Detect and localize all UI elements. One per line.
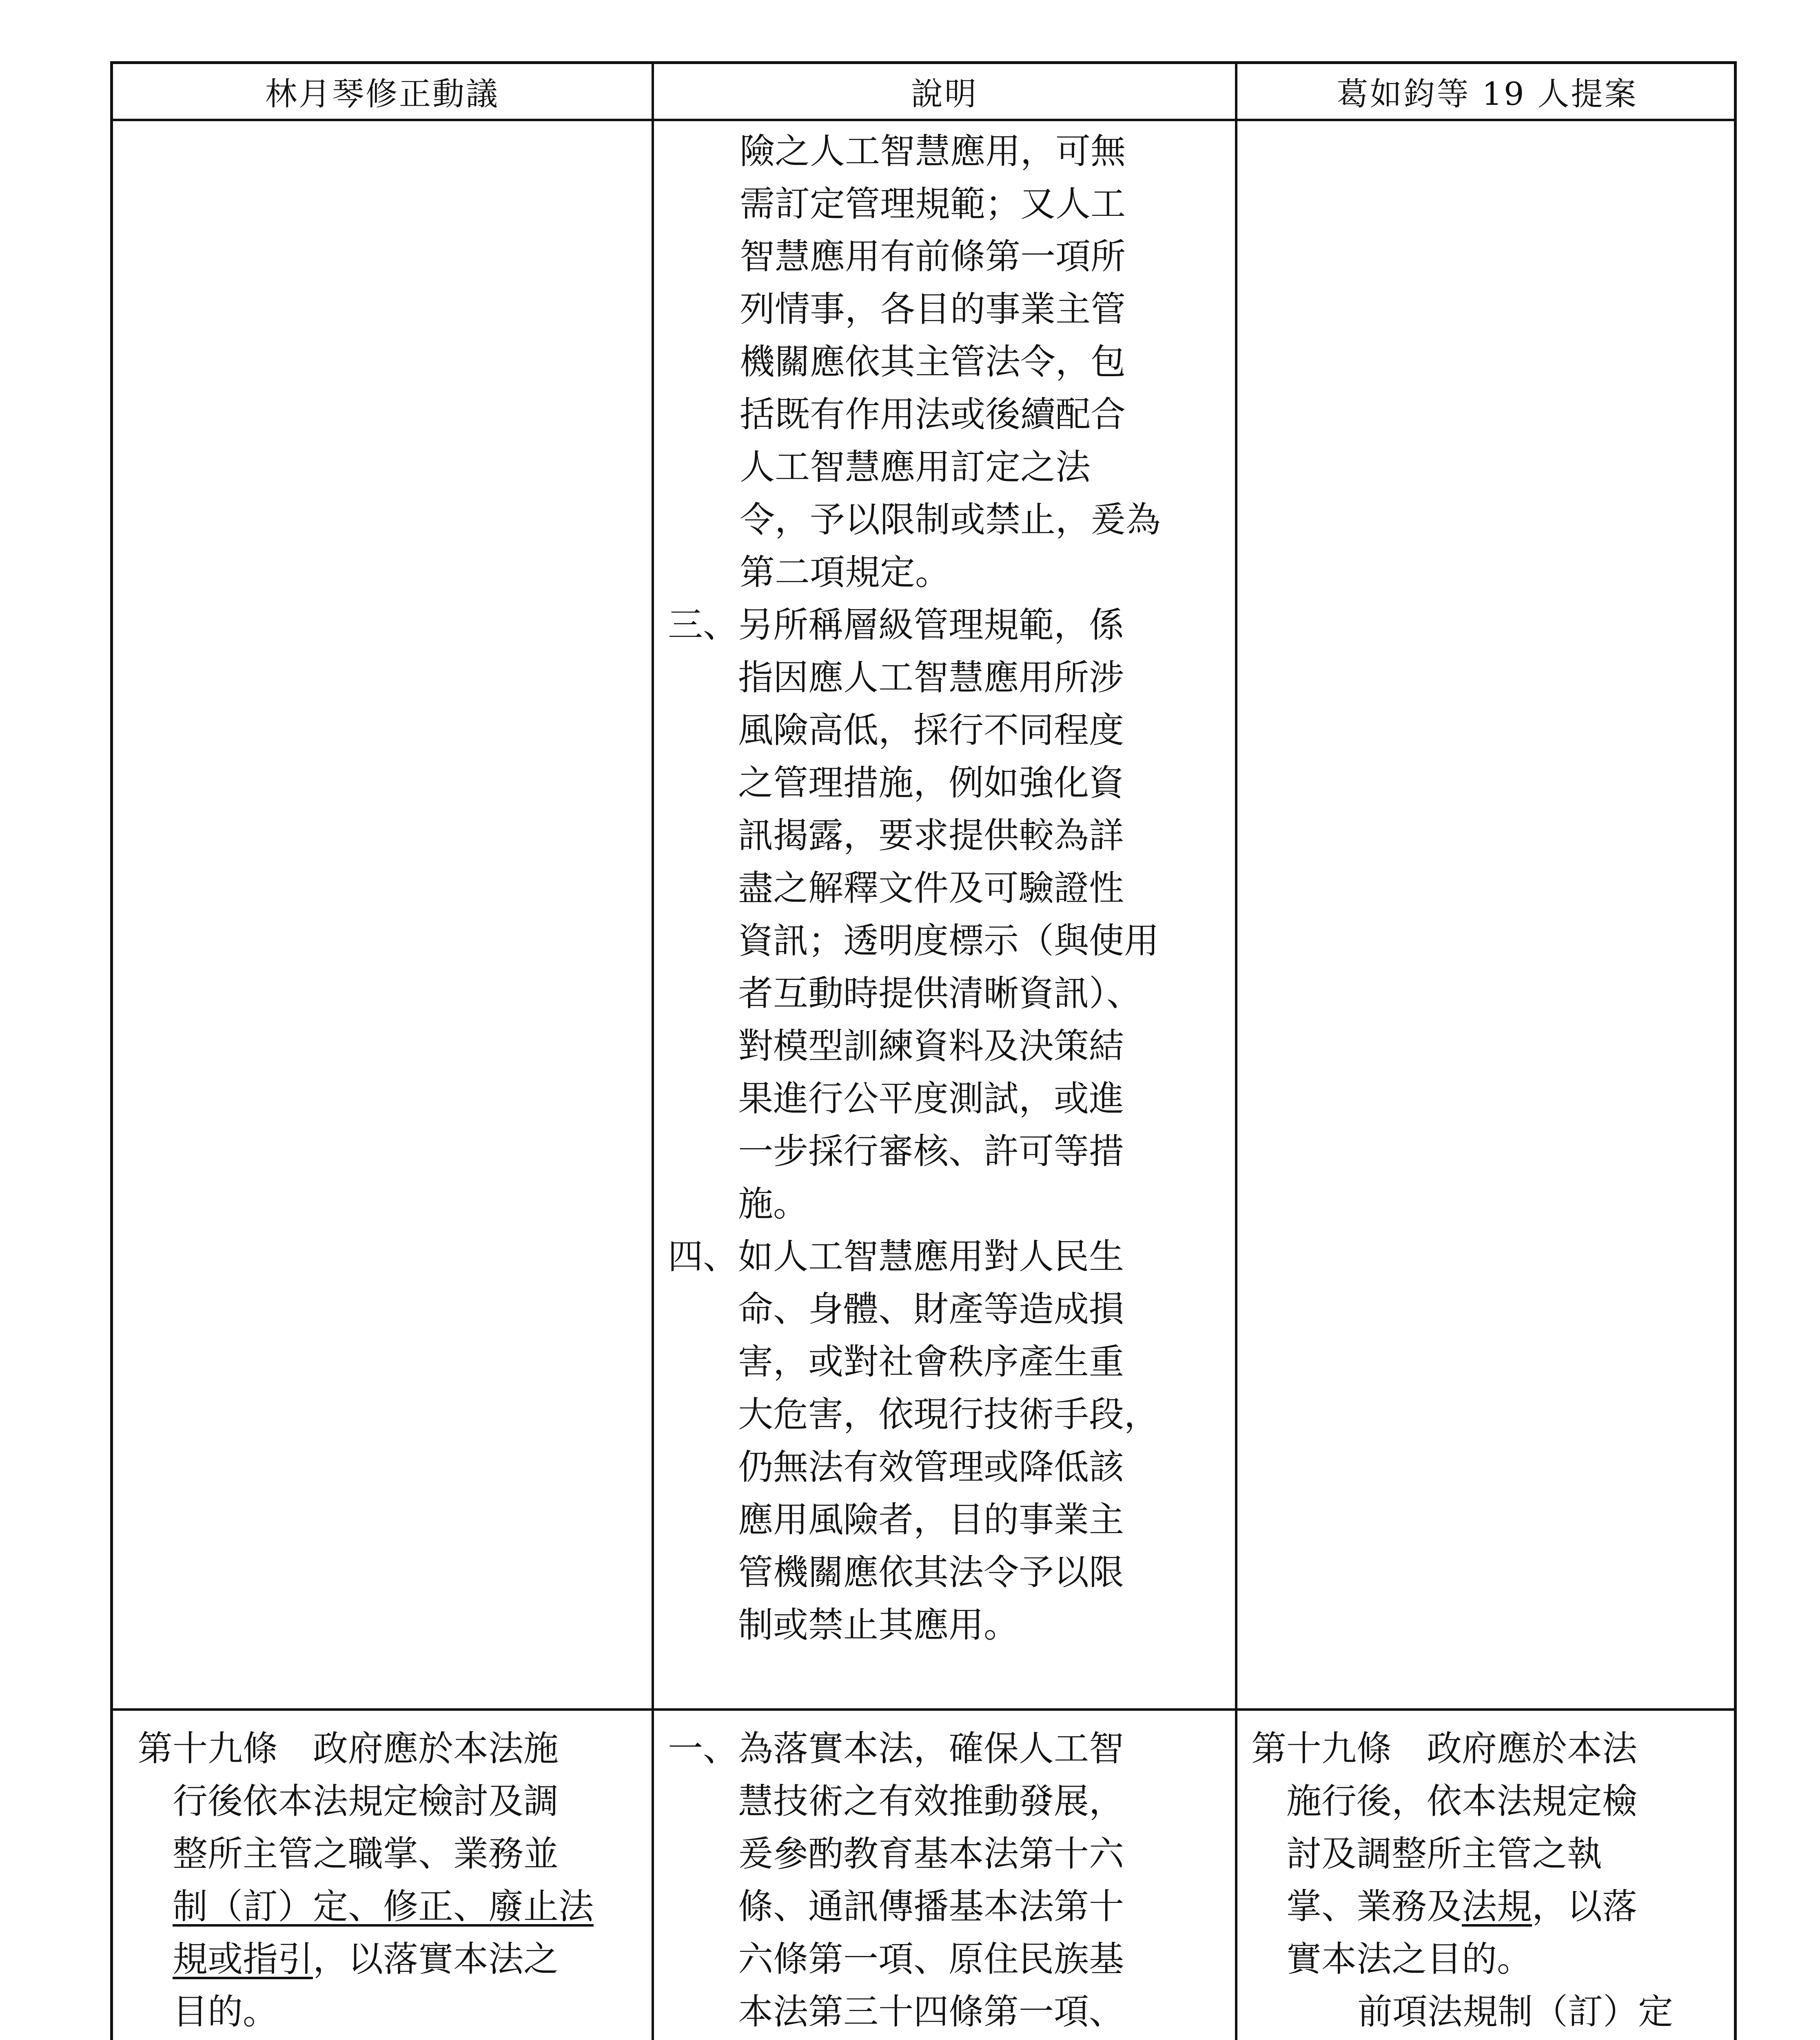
text-line: 施行後，依本法規定檢: [1286, 1781, 1637, 1822]
explanation-item-3: [668, 599, 1227, 1231]
text-line: [173, 1880, 643, 1933]
text-line: 害，或對社會秩序產生重: [738, 1342, 1124, 1382]
text-line: 之管理措施，例如強化資: [738, 763, 1124, 803]
row-divider: [113, 1708, 1734, 1711]
text-line: 指因應人工智慧應用所涉: [738, 657, 1124, 698]
text-line: 整所主管之職掌、業務並: [173, 1834, 559, 1874]
text-line: 應用風險者，目的事業主: [738, 1499, 1124, 1540]
comparison-table: [110, 61, 1737, 2040]
row1-continued-text: [668, 125, 1227, 599]
row1-explanation-cell: [668, 125, 1227, 1652]
paragraph-2-start: [137, 2038, 643, 2040]
text-line: 如人工智慧應用對人民生: [738, 1236, 1124, 1277]
amended-text: 制（訂）定、修正、廢止法: [173, 1886, 594, 1927]
text-line: 實本法之目的。: [1286, 1939, 1532, 1980]
text-line: 風險高低，採行不同程度: [738, 710, 1124, 751]
text-line: 慧技術之有效推動發展，: [738, 1781, 1124, 1822]
article-heading-line: 第十九條 政府應於本法施: [137, 1728, 559, 1769]
header-explanation: 說明: [911, 76, 978, 113]
header-motion: 林月琴修正動議: [265, 76, 499, 113]
text-line: 智慧應用有前條第一項所: [740, 236, 1126, 277]
text-line: 險之人工智慧應用，可無: [740, 131, 1126, 172]
text-line: 目的。: [173, 1991, 278, 2032]
item-marker: 三、: [668, 605, 738, 645]
text-line: 括既有作用法或後續配合: [740, 394, 1126, 435]
text-line: [738, 2038, 1227, 2040]
text-line: 制或禁止其應用。: [738, 1605, 1019, 1645]
explanation-item-1: [668, 1723, 1227, 2040]
text-line: [173, 1933, 643, 1986]
text-line: 施。: [738, 1184, 808, 1224]
paragraph-2-start: 前項法規制（訂）定: [1357, 1991, 1673, 2032]
text-line: 機關應依其主管法令，包: [740, 341, 1126, 382]
row2-proposal-cell: [1251, 1723, 1729, 2040]
text-line: 對模型訓練資料及決策結: [738, 1026, 1124, 1067]
text-line: 仍無法有效管理或降低該: [738, 1447, 1124, 1488]
text-line: 六條第一項、原住民族基: [738, 1939, 1124, 1980]
text-line: 資訊；透明度標示（與使用: [738, 920, 1159, 961]
table-header: [113, 64, 1734, 121]
text-line: 條、通訊傳播基本法第十: [738, 1886, 1124, 1927]
column-divider-2: [1235, 64, 1237, 2040]
column-divider-1: [652, 64, 654, 2040]
amended-text: 法規: [1462, 1886, 1532, 1927]
text-line: 另所稱層級管理規範，係: [738, 605, 1124, 645]
text-line: 行後依本法規定檢討及調: [173, 1781, 559, 1822]
explanation-item-4: [668, 1231, 1227, 1652]
text-line: 第二項規定。: [740, 552, 950, 593]
text-line: 管機關應依其法令予以限: [738, 1552, 1124, 1593]
text-line: 爰參酌教育基本法第十六: [738, 1834, 1124, 1874]
text-line: 討及調整所主管之執: [1286, 1834, 1602, 1874]
amended-text: 規或指引: [173, 1939, 313, 1980]
text-line: 盡之解釋文件及可驗證性: [738, 868, 1124, 909]
text-line: 人工智慧應用訂定之法: [740, 447, 1091, 488]
header-proposal: 葛如鈞等 19 人提案: [1336, 76, 1638, 113]
text-line: 需訂定管理規範；又人工: [740, 184, 1126, 224]
text-line: 者互動時提供清晰資訊）、: [738, 973, 1142, 1014]
text-line: 訊揭露，要求提供較為詳: [738, 815, 1124, 856]
text-line: 令，予以限制或禁止，爰為: [740, 499, 1161, 540]
text-line: 命、身體、財產等造成損: [738, 1289, 1124, 1330]
article-heading-line: 第十九條 政府應於本法: [1251, 1728, 1637, 1769]
text-line: [1286, 2038, 1729, 2040]
row2-explanation-cell: [668, 1723, 1227, 2040]
item-marker: 一、: [668, 1728, 738, 1769]
text-line: 為落實本法，確保人工智: [738, 1728, 1124, 1769]
row2-motion-cell: [137, 1723, 643, 2040]
item-marker: 四、: [668, 1236, 738, 1277]
text-span: ，以落實本法之: [313, 1939, 559, 1980]
text-line: 一步採行審核、許可等措: [738, 1131, 1124, 1172]
text-span: ，以落: [1532, 1886, 1637, 1927]
text-span: 掌、業務及: [1286, 1886, 1462, 1927]
text-line: 列情事，各目的事業主管: [740, 289, 1126, 330]
text-line: 大危害，依現行技術手段，: [738, 1394, 1159, 1435]
text-line: 本法第三十四條第一項、: [738, 1991, 1124, 2032]
text-line: 果進行公平度測試，或進: [738, 1078, 1124, 1119]
text-line: [1286, 1880, 1729, 1933]
